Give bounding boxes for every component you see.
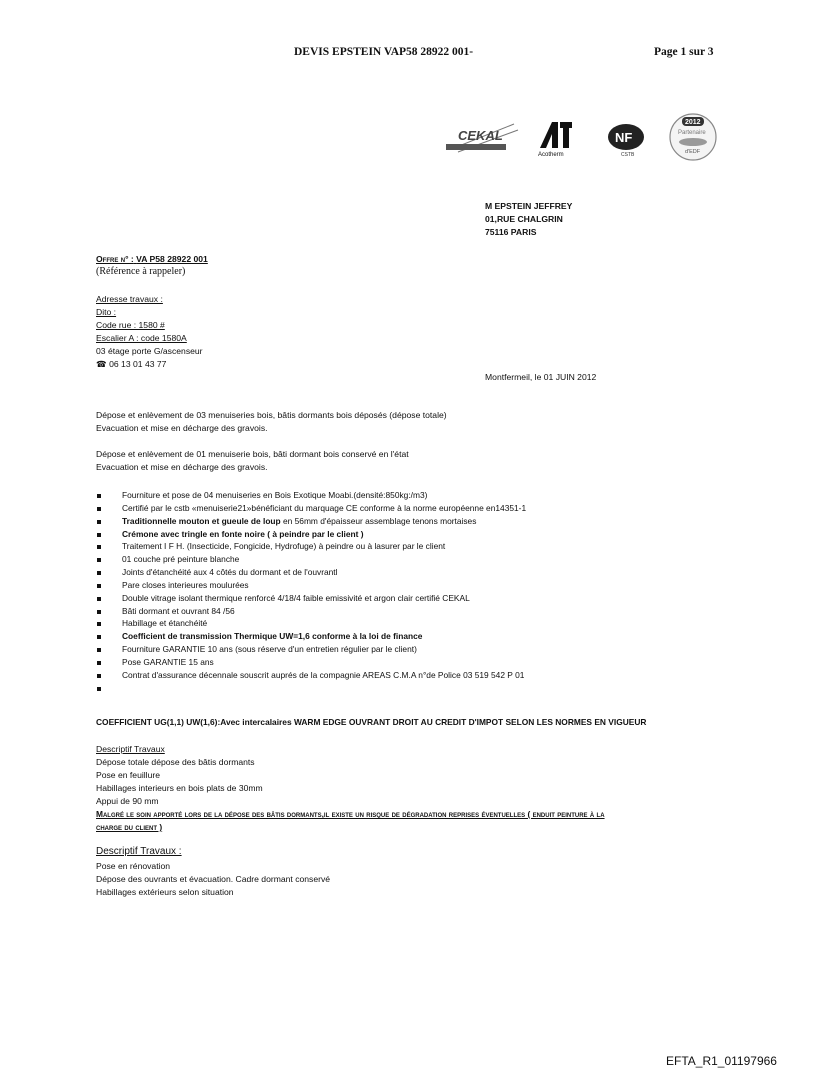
phone-number: 06 13 01 43 77	[109, 359, 167, 369]
descriptif-line: Pose en feuillure	[96, 770, 161, 780]
svg-text:Acotherm: Acotherm	[538, 152, 564, 158]
descriptif-title: Descriptif Travaux	[96, 744, 165, 754]
address-title: Adresse travaux :	[96, 294, 163, 304]
list-item: Fourniture et pose de 04 menuiseries en Bois Exotique Moabi.(densité:850kg:/m3)	[96, 489, 526, 502]
svg-text:CEKAL: CEKAL	[458, 128, 503, 143]
svg-text:NF: NF	[615, 130, 633, 145]
list-item: Fourniture GARANTIE 10 ans (sous réserve d'un entretien régulier par le client)	[96, 643, 526, 656]
descriptif-line: Habillages extérieurs selon situation	[96, 887, 234, 897]
list-item: Crémone avec tringle en fonte noire ( à peindre par le client )	[96, 528, 526, 541]
recipient-street: 01,RUE CHALGRIN	[485, 214, 563, 224]
place-date: Montfermeil, le 01 JUIN 2012	[485, 372, 597, 382]
list-item: Bâti dormant et ouvrant 84 /56	[96, 605, 526, 618]
document-code: EFTA_R1_01197966	[666, 1054, 777, 1068]
descriptif-line: Dépose totale dépose des bâtis dormants	[96, 757, 255, 767]
edf-partner-logo	[668, 112, 718, 162]
list-item: Contrat d'assurance décennale souscrit auprés de la compagnie AREAS C.M.A n°de Police 03 519 542 P 01	[96, 669, 526, 682]
descriptif-line: Dépose des ouvrants et évacuation. Cadre dormant conservé	[96, 874, 331, 884]
address-line: Code rue : 1580 #	[96, 320, 165, 330]
svg-text:2012: 2012	[685, 119, 701, 126]
address-line: Dito :	[96, 307, 117, 317]
nf-logo	[604, 122, 648, 158]
list-item: Pose GARANTIE 15 ans	[96, 656, 526, 669]
offer-number-line	[96, 254, 208, 264]
removal-text: Dépose et enlèvement de 03 menuiseries bois, bâtis dormants bois déposés (dépose totale)	[96, 410, 447, 420]
list-item: Double vitrage isolant thermique renforcé 4/18/4 faible emissivité et argon clair certifié CEKAL	[96, 592, 526, 605]
warning-text: Malgré le soin apporté lors de la dépose des bâtis dormants,il existe un risque de dégradation reprises éventuelles ( enduit peinture à la	[96, 809, 605, 819]
warning-text: charge du client )	[96, 822, 163, 832]
svg-text:d'EDF: d'EDF	[685, 149, 701, 155]
list-item: Habillage et étanchéité	[96, 617, 526, 630]
list-item: Traitement I F H. (Insecticide, Fongicide, Hydrofuge) à peindre ou à lasurer par le client	[96, 540, 526, 553]
recipient-city: 75116 PARIS	[485, 227, 537, 237]
list-item: Pare closes interieures moulurées	[96, 579, 526, 592]
descriptif-title: Descriptif Travaux :	[96, 846, 182, 857]
list-item: Coefficient de transmission Thermique UW=1,6 conforme à la loi de finance	[96, 630, 526, 643]
removal-text: Dépose et enlèvement de 01 menuiserie bois, bâti dormant bois conservé en l'état	[96, 449, 409, 459]
list-item: Traditionnelle mouton et gueule de loup en 56mm d'épaisseur assemblage tenons mortaises	[96, 515, 526, 528]
specification-list	[96, 489, 526, 695]
svg-text:CSTB: CSTB	[621, 152, 635, 158]
acotherm-logo	[536, 120, 576, 160]
offer-number: VA P58 28922 001	[136, 254, 208, 264]
descriptif-line: Appui de 90 mm	[96, 796, 159, 806]
offer-label: Offre n° :	[96, 254, 134, 264]
list-item: Certifié par le cstb «menuiserie21»bénéficiant du marquage CE conforme à la norme européenne en14351-1	[96, 502, 526, 515]
address-line: 03 étage porte G/ascenseur	[96, 346, 203, 356]
cekal-logo	[444, 118, 526, 158]
document-title: DEVIS EPSTEIN VAP58 28922 001-	[294, 46, 474, 58]
address-phone-line	[96, 358, 166, 371]
svg-text:Partenaire: Partenaire	[678, 130, 706, 136]
page-number: Page 1 sur 3	[654, 46, 714, 58]
list-item	[96, 682, 526, 695]
list-item: Joints d'étanchéité aux 4 côtés du dormant et de l'ouvrantl	[96, 566, 526, 579]
removal-text: Evacuation et mise en décharge des gravois.	[96, 462, 268, 472]
removal-text: Evacuation et mise en décharge des gravois.	[96, 423, 268, 433]
descriptif-line: Pose en rénovation	[96, 861, 171, 871]
telephone-icon: ☎	[96, 359, 107, 369]
list-item: 01 couche pré peinture blanche	[96, 553, 526, 566]
offer-reference: (Référence à rappeler)	[96, 266, 186, 277]
recipient-name: M EPSTEIN JEFFREY	[485, 201, 573, 211]
coefficient-heading: COEFFICIENT UG(1,1) UW(1,6):Avec intercalaires WARM EDGE OUVRANT DROIT AU CREDIT D'IMPOT SELON LES NORMES EN VIGUEUR	[96, 717, 647, 727]
descriptif-line: Habillages interieurs en bois plats de 30mm	[96, 783, 263, 793]
address-line: Escalier A : code 1580A	[96, 333, 187, 343]
